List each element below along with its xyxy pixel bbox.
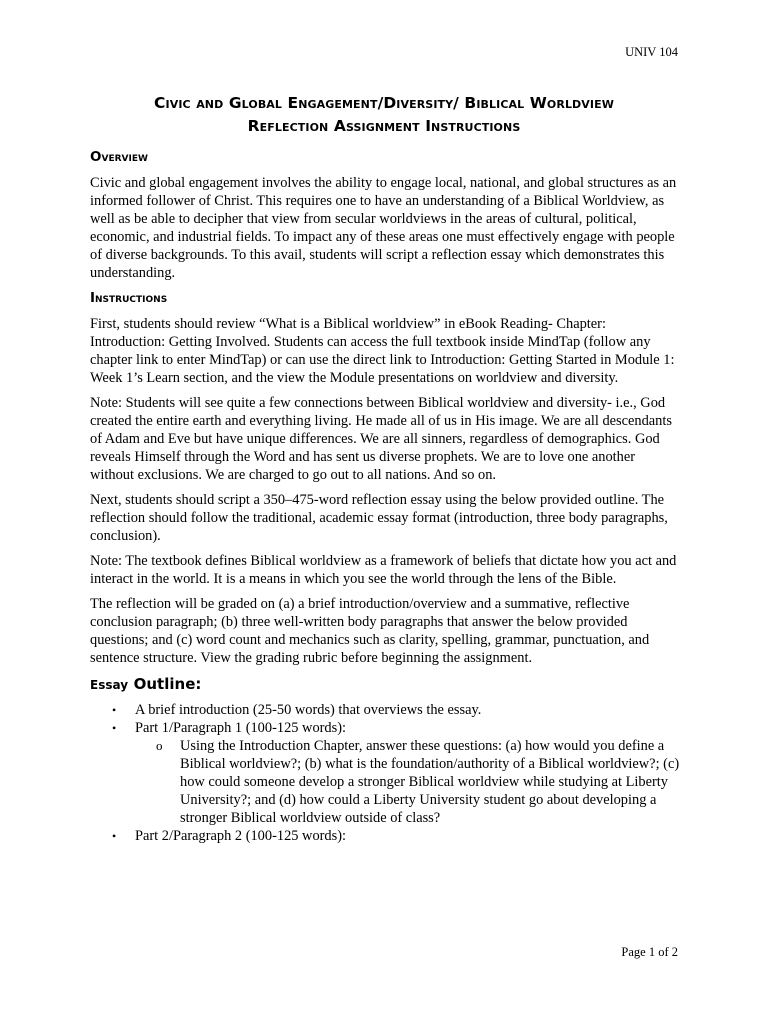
- circle-bullet-icon: o: [156, 738, 163, 753]
- outline-subitem-text: Using the Introduction Chapter, answer these questions: (a) how would you define a Biblical worldview?; (b) what is the foundation/authority of a Biblical worldview?; (c) how could someone develop a stronger Biblical worldview while studying at Liberty University?; and (d) how could a Liberty University student go about developing a stronger Biblical worldview outside of class?: [180, 738, 680, 826]
- bullet-icon: •: [112, 721, 117, 735]
- instructions-heading: Instructions: [90, 290, 168, 306]
- outline-item-text: Part 2/Paragraph 2 (100-125 words):: [135, 828, 347, 844]
- outline-sublist: [135, 737, 682, 827]
- outline-item-intro: [90, 701, 682, 719]
- title-line-1: Civic and Global Engagement/Diversity/ Biblical Worldview: [154, 94, 614, 112]
- outline-item-text: Part 1/Paragraph 1 (100-125 words):: [135, 720, 347, 736]
- title-line-2: Reflection Assignment Instructions: [247, 117, 521, 135]
- essay-outline-heading-essay: Essay: [90, 678, 129, 692]
- course-code: UNIV 104: [625, 45, 678, 59]
- instructions-paragraph-1: First, students should review “What is a Biblical worldview” in eBook Reading- Chapter: Introduction: Getting Involved. Students can access the full textbook inside MindTap (follow any chapter link to enter MindTap) or can use the direct link to Introduction: Getting Started in Module 1: Week 1’s Learn section, and the view the Module presentations on worldview and diversity.: [90, 316, 675, 386]
- outline-item-text: A brief introduction (25-50 words) that overviews the essay.: [135, 702, 482, 718]
- essay-outline-heading: [90, 674, 682, 695]
- instructions-paragraph-4: Note: The textbook defines Biblical worldview as a framework of beliefs that dictate how you act and interact in the world. It is a means in which you see the world through the lens of the Bible.: [90, 553, 677, 587]
- bullet-icon: •: [112, 829, 117, 843]
- outline-item-part2: [90, 827, 682, 845]
- instructions-paragraph-2: Note: Students will see quite a few connections between Biblical worldview and diversity- i.e., God created the entire earth and everything living. He made all of us in His image. We are all descendants of Adam and Eve but have unique differences. We are all sinners, regardless of demographics. God reveals Himself through the Word and has sent us diverse prophets. We are to love one another without exclusions. We are charged to go out to all nations. And so on.: [90, 395, 672, 483]
- outline-list: [90, 701, 682, 845]
- instructions-paragraph-5: The reflection will be graded on (a) a brief introduction/overview and a summative, reflective conclusion paragraph; (b) three well-written body paragraphs that answer the below provided questions; and (c) word count and mechanics such as clarity, spelling, grammar, punctuation, and sentence structure. View the grading rubric before beginning the assignment.: [90, 596, 650, 666]
- essay-outline-heading-outline: Outline:: [133, 675, 202, 693]
- outline-subitem: [135, 737, 682, 827]
- instructions-paragraph-3: Next, students should script a 350–475-word reflection essay using the below provided outline. The reflection should follow the traditional, academic essay format (introduction, three body paragraphs, conclusion).: [90, 492, 668, 544]
- document-body: [90, 148, 682, 845]
- outline-item-part1: [90, 719, 682, 827]
- page-number: Page 1 of 2: [621, 945, 678, 959]
- overview-paragraph: Civic and global engagement involves the ability to engage local, national, and global structures as an informed follower of Christ. This requires one to have an understanding of a Biblical Worldview, as well as be able to decipher that view from secular worldviews in the areas of cultural, political, economic, and industrial fields. To impact any of these areas one must effectively engage with people of diverse backgrounds. To this avail, students will script a reflection essay which demonstrates this understanding.: [90, 175, 677, 281]
- overview-heading: Overview: [90, 149, 148, 165]
- bullet-icon: •: [112, 703, 117, 717]
- document-title: [60, 92, 708, 138]
